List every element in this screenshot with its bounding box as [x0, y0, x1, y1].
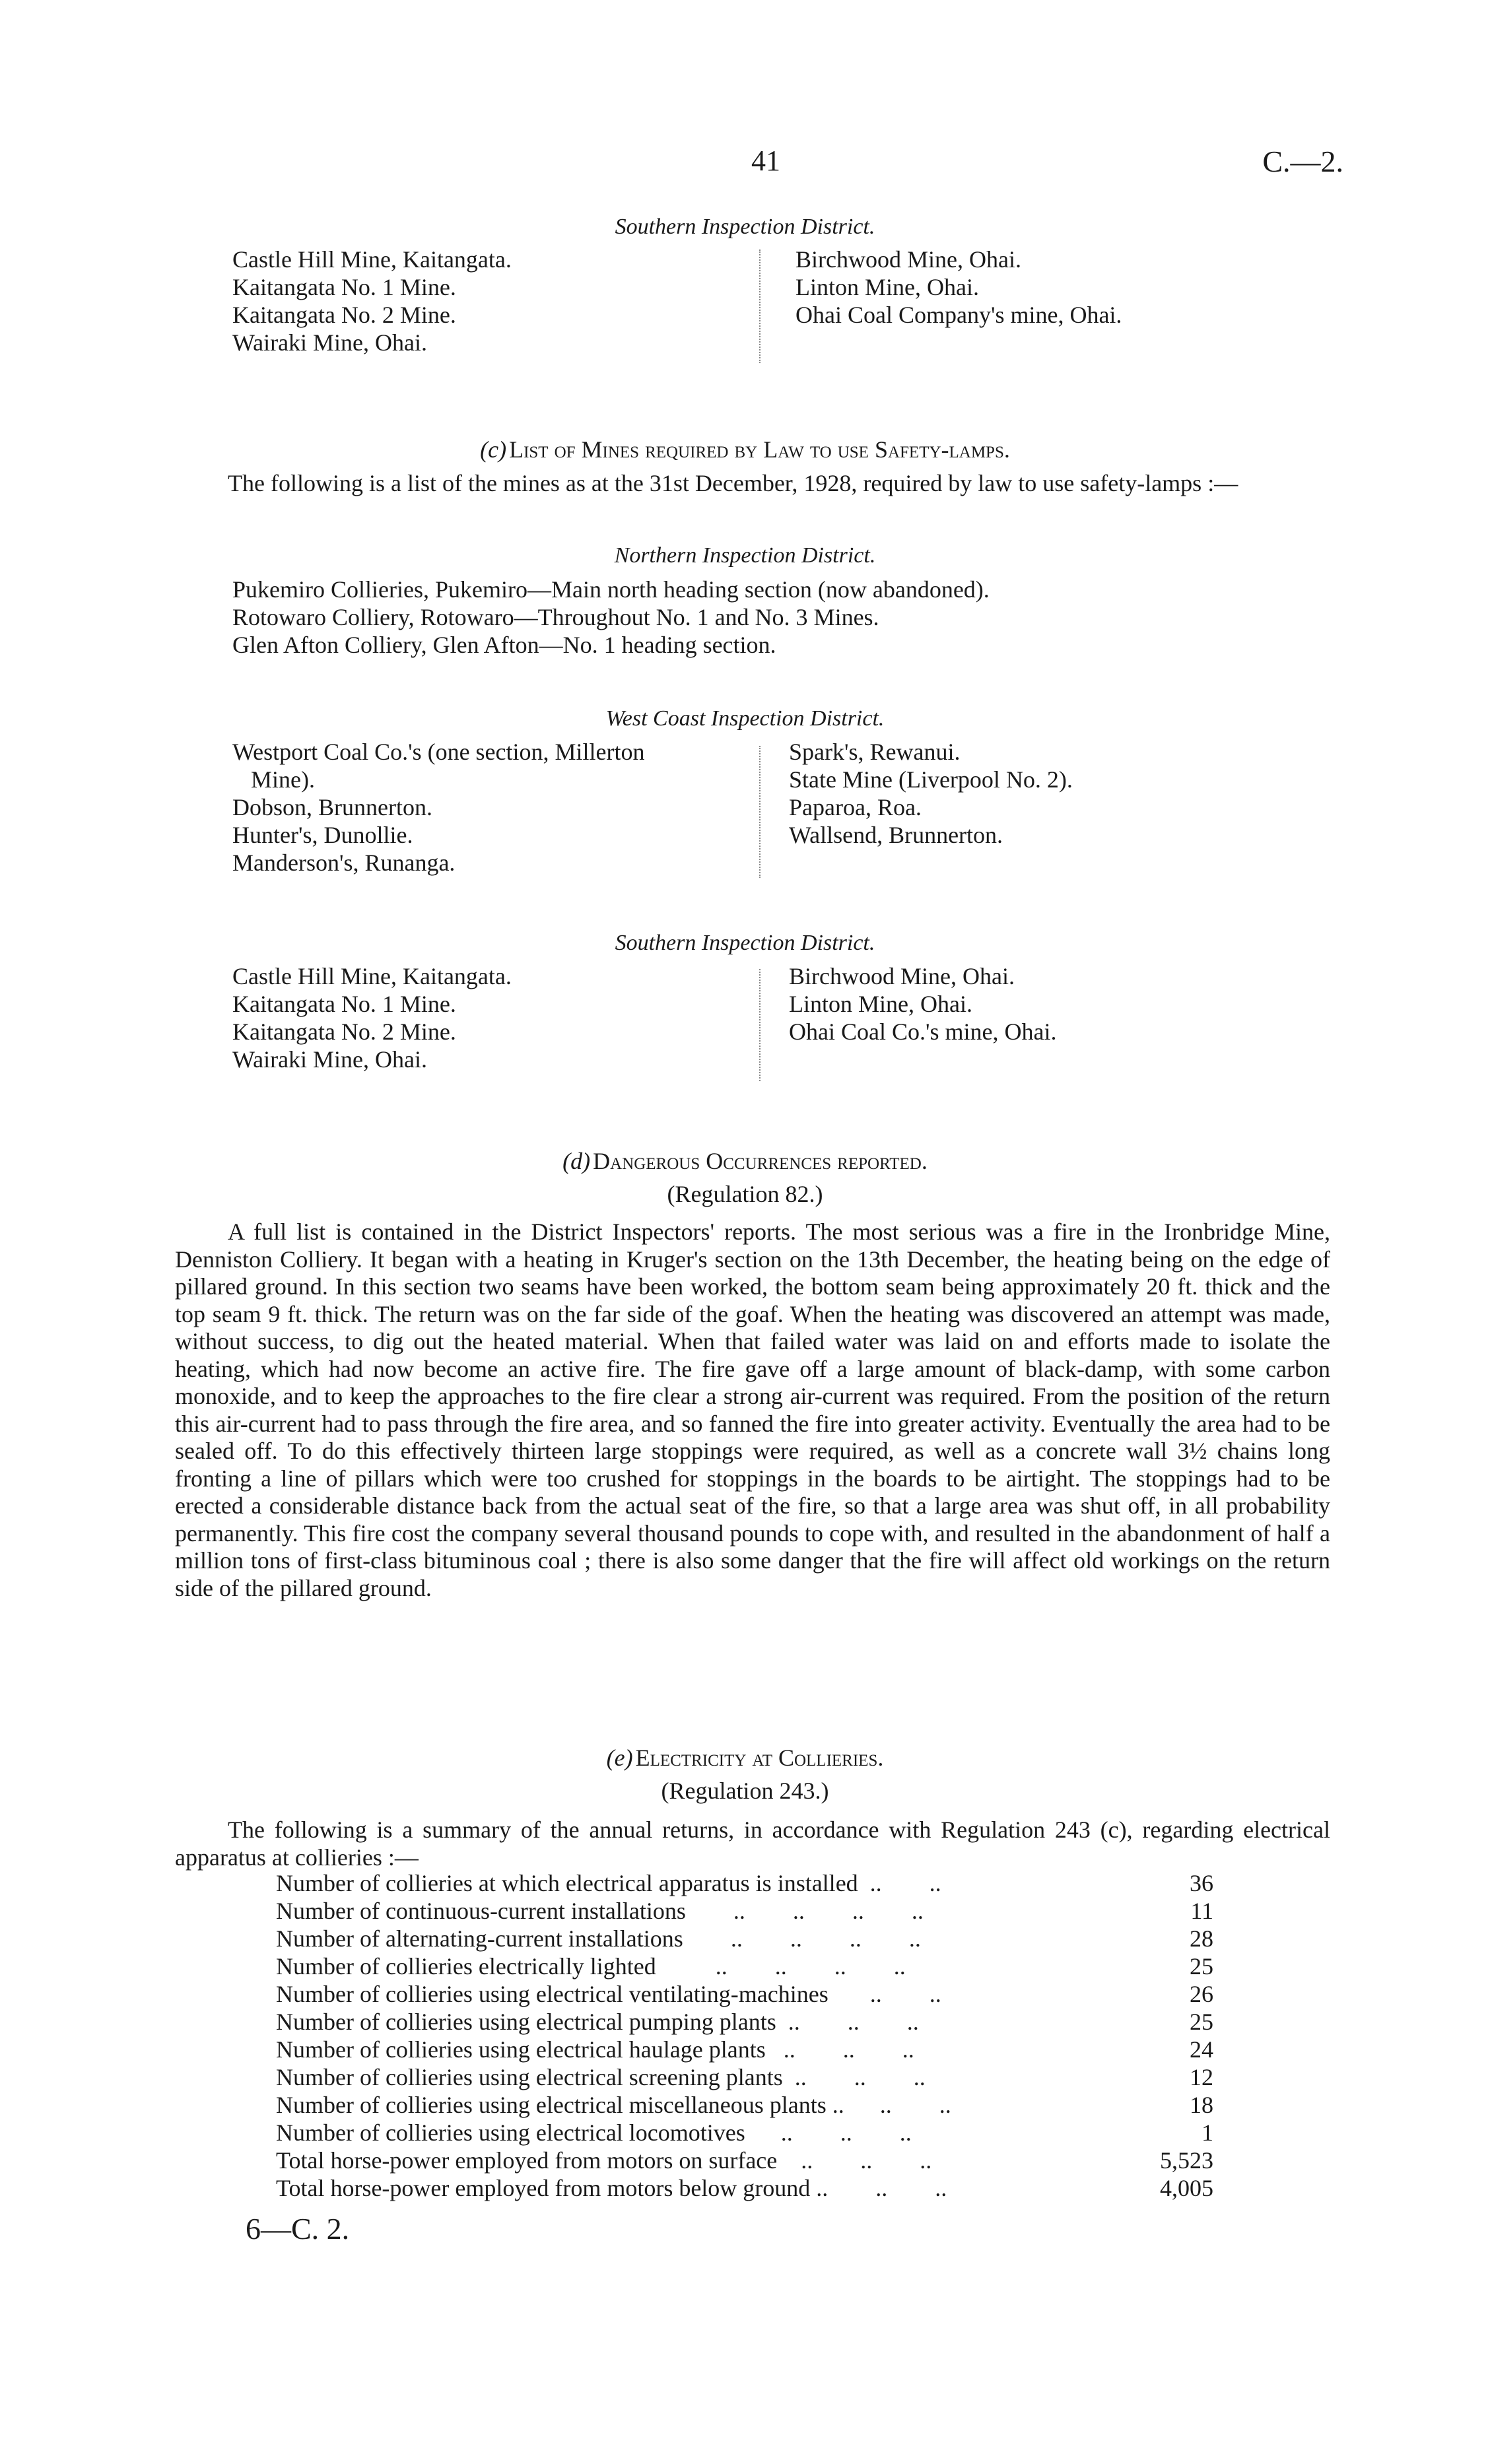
section-e-intro: The following is a summary of the annual returns, in accordance with Regulation 243 (c), regarding electrical apparatus at collieries :—: [175, 1816, 1330, 1871]
stat-label: Number of collieries using electrical haulage plants: [276, 2036, 766, 2063]
stat-label: Number of collieries using electrical locomotives: [276, 2119, 745, 2146]
stat-value: 28: [1190, 1925, 1213, 1952]
leader-dots: .. .. .. ..: [683, 1925, 921, 1952]
leader-dots: .. .. ..: [776, 2009, 919, 2035]
leader-dots: .. .. ..: [826, 2092, 951, 2118]
leader-dots: .. .. ..: [782, 2064, 926, 2090]
document-reference: C.—2.: [1262, 145, 1343, 178]
stat-label: Number of continuous-current installations: [276, 1898, 686, 1924]
stat-label: Number of alternating-current installations: [276, 1925, 683, 1952]
list-item: Kaitangata No. 2 Mine.: [232, 1018, 456, 1045]
section-e-heading: [0, 1744, 1490, 1772]
column-divider: [759, 746, 761, 878]
stat-value: 26: [1190, 1981, 1213, 2007]
table-row: [276, 2008, 1213, 2036]
list-item: Paparoa, Roa.: [789, 794, 922, 820]
northern-list: [232, 576, 990, 659]
list-item: Hunter's, Dunollie.: [232, 822, 413, 848]
stat-label: Number of collieries using electrical pumping plants: [276, 2009, 776, 2035]
stat-label: Number of collieries electrically lighted: [276, 1953, 656, 1980]
southern-right-list: [789, 962, 1056, 1046]
table-row: [276, 2063, 1213, 2091]
stat-value: 12: [1190, 2064, 1213, 2090]
list-item: Wairaki Mine, Ohai.: [232, 329, 428, 356]
list-item: Linton Mine, Ohai.: [796, 274, 979, 300]
southern-top-left-list: [232, 246, 512, 356]
stat-value: 24: [1190, 2036, 1213, 2063]
list-item: Castle Hill Mine, Kaitangata.: [232, 963, 512, 989]
stat-label: Number of collieries using electrical screening plants: [276, 2064, 783, 2090]
section-d-heading: [0, 1147, 1490, 1175]
stat-value: 25: [1190, 1953, 1213, 1980]
list-item: Glen Afton Colliery, Glen Afton—No. 1 heading section.: [232, 632, 776, 658]
table-row: [276, 1980, 1213, 2008]
leader-dots: .. .. .. ..: [685, 1898, 924, 1924]
list-item: Dobson, Brunnerton.: [232, 794, 432, 820]
list-item: Kaitangata No. 1 Mine.: [232, 991, 456, 1017]
stat-value: 5,523: [1160, 2147, 1213, 2174]
stat-label: Number of collieries at which electrical apparatus is installed: [276, 1870, 858, 1896]
list-item: Kaitangata No. 1 Mine.: [232, 274, 456, 300]
stat-value: 18: [1190, 2092, 1213, 2118]
list-item: Spark's, Rewanui.: [789, 739, 961, 765]
southern-left-list: [232, 962, 512, 1073]
southern-top-right-list: [796, 246, 1122, 329]
list-item: Kaitangata No. 2 Mine.: [232, 302, 456, 328]
west-coast-district-heading: West Coast Inspection District.: [605, 706, 885, 731]
section-d-body: A full list is contained in the District Inspectors' reports. The most serious was a fire in the Ironbridge Mine, Denniston Colliery. It began with a heating in Kruger's section on the 13th December, the heating being on the edge of pillared ground. In this section two seams have been worked, the bottom seam being approximately 20 ft. thick and the top seam 9 ft. thick. The return was on the far side of the goaf. When the heating was discovered an attempt was made, without success, to dig out the heated material. When that failed water was laid on and efforts made to isolate the heating, which had now become an active fire. The fire gave off a large amount of black-damp, with some carbon monoxide, and to keep the approaches to the fire clear a strong air-current was required. From the position of the return this air-current had to pass through the fire area, and so fanned the fire into greater activity. Eventually the area had to be sealed off. To do this effectively thirteen large stoppings were required, as well as a concrete wall 3½ chains long fronting a line of pillars which were too crushed for stoppings in the boards to be airtight. The stoppings had to be erected a considerable distance back from the actual seat of the fire, so that a large area was shut off, in all probability permanently. This fire cost the company several thousand pounds to cope with, and resulted in the abandonment of half a million tons of first-class bituminous coal ; there is also some danger that the fire will affect old workings on the return side of the pillared ground.: [175, 1218, 1330, 1601]
section-c-heading: [0, 436, 1490, 463]
section-c-letter: (c): [480, 436, 507, 463]
list-item: Rotowaro Colliery, Rotowaro—Throughout No. 1 and No. 3 Mines.: [232, 604, 879, 630]
column-divider: [759, 969, 761, 1081]
list-item: Birchwood Mine, Ohai.: [796, 246, 1021, 273]
west-coast-left-list: [232, 738, 645, 877]
stat-value: 25: [1190, 2009, 1213, 2035]
list-item: Linton Mine, Ohai.: [789, 991, 972, 1017]
table-row: [276, 2174, 1213, 2202]
table-row: [276, 1869, 1213, 1897]
list-item: Manderson's, Runanga.: [232, 849, 456, 876]
stat-label: Total horse-power employed from motors below ground: [276, 2175, 811, 2201]
electricity-stats-table: [276, 1869, 1213, 2202]
list-item: Wairaki Mine, Ohai.: [232, 1046, 428, 1073]
leader-dots: .. ..: [858, 1870, 941, 1896]
southern-district-heading: Southern Inspection District.: [615, 931, 875, 955]
section-d-letter: (d): [562, 1148, 591, 1174]
table-row: [276, 1952, 1213, 1980]
list-item: State Mine (Liverpool No. 2).: [789, 766, 1073, 793]
leader-dots: .. ..: [828, 1981, 941, 2007]
list-item: Mine).: [251, 766, 315, 793]
section-d-title: Dangerous Occurrences reported.: [593, 1148, 928, 1174]
stat-label: Number of collieries using electrical ventilating-machines: [276, 1981, 829, 2007]
list-item: Castle Hill Mine, Kaitangata.: [232, 246, 512, 273]
section-e-title: Electricity at Collieries.: [635, 1745, 884, 1771]
list-item: Wallsend, Brunnerton.: [789, 822, 1003, 848]
section-c-title: List of Mines required by Law to use Safety-lamps.: [509, 436, 1010, 463]
table-row: [276, 2147, 1213, 2174]
stat-label: Total horse-power employed from motors on surface: [276, 2147, 778, 2174]
list-item: Birchwood Mine, Ohai.: [789, 963, 1015, 989]
section-e-letter: (e): [606, 1745, 633, 1771]
list-item: Ohai Coal Co.'s mine, Ohai.: [789, 1018, 1057, 1045]
stat-label: Number of collieries using electrical miscellaneous plants: [276, 2092, 827, 2118]
page-number: 41: [751, 145, 780, 177]
table-row: [276, 2119, 1213, 2147]
list-item: Westport Coal Co.'s (one section, Millerton: [232, 739, 645, 765]
leader-dots: .. .. .. ..: [656, 1953, 906, 1980]
footer-signature: 6—C. 2.: [246, 2212, 350, 2246]
west-coast-right-list: [789, 738, 1073, 849]
stat-value: 4,005: [1160, 2175, 1213, 2201]
leader-dots: .. .. ..: [777, 2147, 932, 2174]
leader-dots: .. .. ..: [810, 2175, 947, 2201]
southern-district-heading-top: Southern Inspection District.: [615, 215, 875, 239]
section-e-regulation: (Regulation 243.): [661, 1778, 829, 1804]
table-row: [276, 1925, 1213, 1952]
northern-district-heading: Northern Inspection District.: [614, 543, 876, 568]
stat-value: 1: [1202, 2119, 1213, 2146]
stat-value: 11: [1190, 1898, 1213, 1924]
list-item: Ohai Coal Company's mine, Ohai.: [796, 302, 1122, 328]
stat-value: 36: [1190, 1870, 1213, 1896]
column-divider: [759, 250, 761, 363]
section-d-regulation: (Regulation 82.): [667, 1181, 823, 1207]
leader-dots: .. .. ..: [745, 2119, 912, 2146]
table-row: [276, 2036, 1213, 2063]
table-row: [276, 1897, 1213, 1925]
leader-dots: .. .. ..: [765, 2036, 914, 2063]
table-row: [276, 2091, 1213, 2119]
section-c-intro: The following is a list of the mines as at the 31st December, 1928, required by law to use safety-lamps :—: [228, 470, 1238, 496]
list-item: Pukemiro Collieries, Pukemiro—Main north heading section (now abandoned).: [232, 576, 990, 603]
